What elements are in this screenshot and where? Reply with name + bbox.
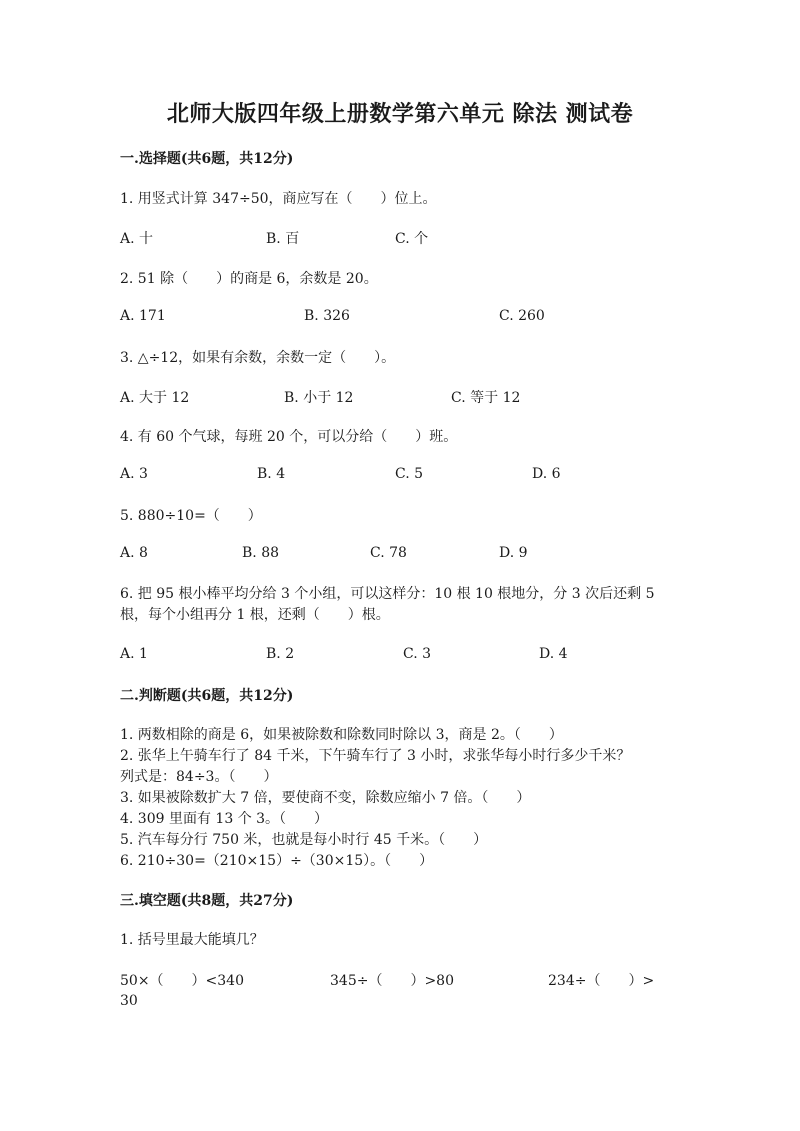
judge-item: 6. 210÷30=（210×15）÷（30×15）。（ ）: [120, 853, 434, 869]
option-b: B. 2: [266, 646, 295, 662]
judge-item: 2. 张华上午骑车行了 84 千米，下午骑车行了 3 小时，求张华每小时行多少千米？: [120, 748, 631, 764]
fill-blank-wrap: 30: [120, 993, 138, 1009]
section-heading-fill: 三.填空题(共8题，共27分): [120, 893, 294, 909]
option-d: D. 9: [499, 545, 528, 561]
judge-item: 4. 309 里面有 13 个 3。（ ）: [120, 811, 329, 827]
section-heading-choice: 一.选择题(共6题，共12分): [120, 151, 294, 167]
option-a: A. 1: [120, 646, 148, 662]
option-b: B. 4: [257, 466, 286, 482]
fill-blank: 234÷（ ）>: [548, 973, 655, 989]
option-b: B. 326: [304, 308, 350, 324]
option-d: D. 6: [532, 466, 561, 482]
option-b: B. 百: [266, 231, 300, 247]
question-text: 3. △÷12，如果有余数，余数一定（ ）。: [120, 350, 396, 366]
option-a: A. 171: [120, 308, 166, 324]
judge-item: 列式是：84÷3。（ ）: [120, 769, 278, 785]
option-c: C. 个: [395, 231, 429, 247]
section-heading-judge: 二.判断题(共6题，共12分): [120, 688, 294, 704]
option-c: C. 3: [403, 646, 432, 662]
option-c: C. 78: [370, 545, 407, 561]
fill-blank: 50×（ ）<340: [120, 973, 244, 989]
question-text: 4. 有 60 个气球，每班 20 个，可以分给（ ）班。: [120, 429, 458, 445]
option-a: A. 大于 12: [120, 390, 190, 406]
option-c: C. 等于 12: [451, 390, 521, 406]
option-d: D. 4: [539, 646, 568, 662]
fill-blank: 345÷（ ）>80: [330, 973, 454, 989]
judge-item: 3. 如果被除数扩大 7 倍，要使商不变，除数应缩小 7 倍。（ ）: [120, 790, 531, 806]
question-text: 6. 把 95 根小棒平均分给 3 个小组，可以这样分：10 根 10 根地分，分 3 次后还剩 5 根，每个小组再分 1 根，还剩（ ）根。: [120, 586, 655, 623]
question-text: 1. 括号里最大能填几？: [120, 932, 264, 948]
option-c: C. 260: [499, 308, 545, 324]
option-b: B. 小于 12: [284, 390, 354, 406]
option-a: A. 8: [120, 545, 148, 561]
question-text: 5. 880÷10=（ ）: [120, 508, 262, 524]
option-a: A. 十: [120, 231, 154, 247]
page-title: 北师大版四年级上册数学第六单元 除法 测试卷: [166, 101, 634, 127]
question-text: 2. 51 除（ ）的商是 6，余数是 20。: [120, 271, 378, 287]
option-a: A. 3: [120, 466, 148, 482]
option-b: B. 88: [242, 545, 280, 561]
option-c: C. 5: [395, 466, 424, 482]
judge-item: 1. 两数相除的商是 6，如果被除数和除数同时除以 3，商是 2。（ ）: [120, 727, 563, 743]
question-text: 1. 用竖式计算 347÷50，商应写在（ ）位上。: [120, 191, 437, 207]
judge-item: 5. 汽车每分行 750 米，也就是每小时行 45 千米。（ ）: [120, 832, 488, 848]
